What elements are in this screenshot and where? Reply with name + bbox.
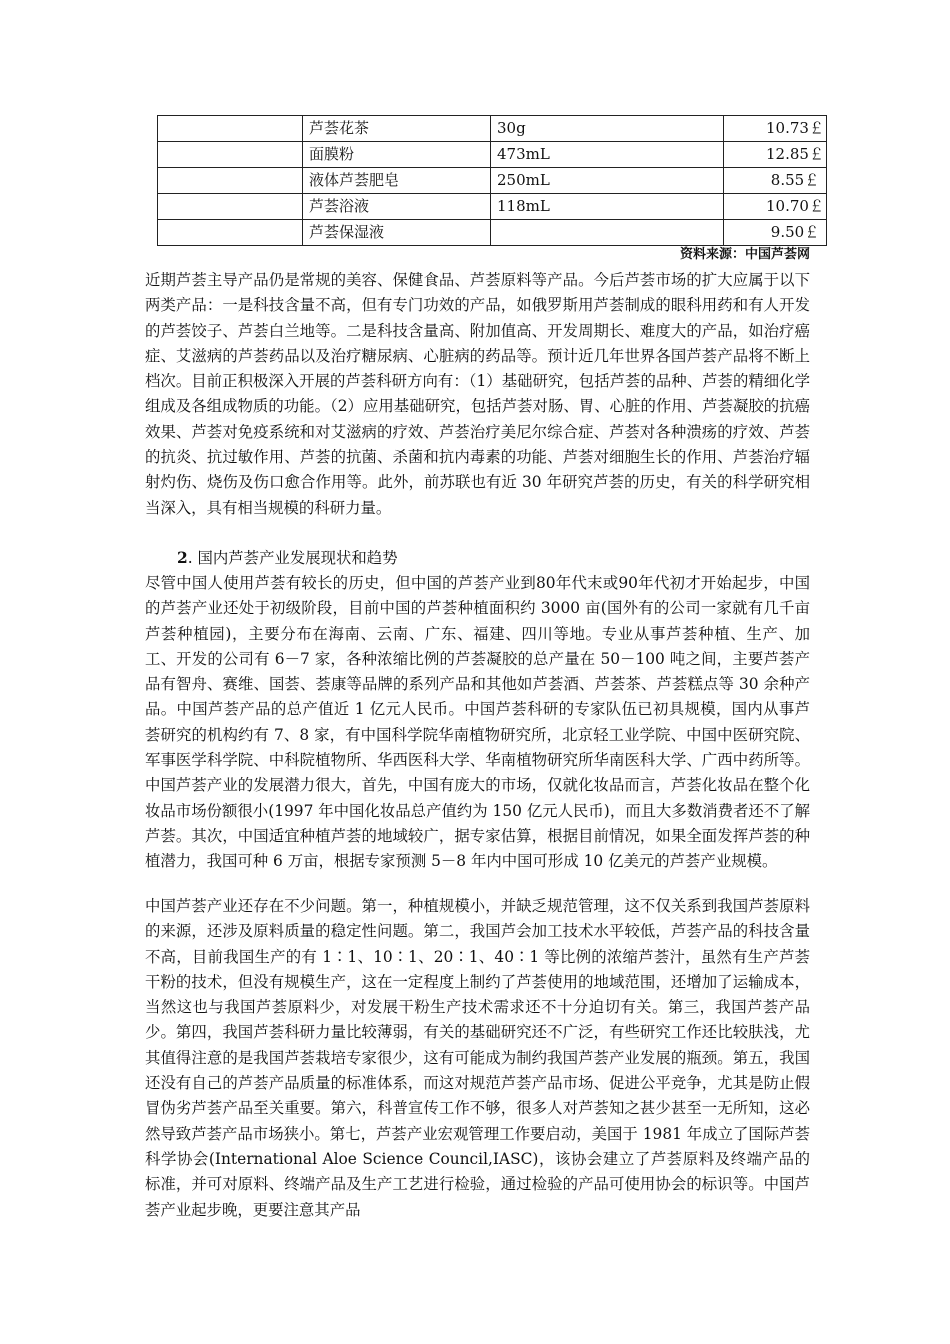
- table-row: [158, 142, 827, 168]
- product-price-cell: [724, 116, 827, 142]
- product-price-table: [157, 115, 827, 246]
- table-cell-blank: [158, 142, 303, 168]
- table-row: [158, 220, 827, 246]
- product-spec-cell: 473mL: [491, 142, 724, 168]
- table-row: [158, 116, 827, 142]
- table-cell-blank: [158, 168, 303, 194]
- product-spec-cell: [491, 220, 724, 246]
- product-price-text: 9.50￡: [770, 223, 820, 241]
- product-name-cell: 液体芦荟肥皂: [303, 168, 491, 194]
- product-price-text: 10.73￡: [766, 119, 824, 137]
- product-price-cell: [724, 142, 827, 168]
- product-price-cell: [724, 168, 827, 194]
- product-spec-cell: 250mL: [491, 168, 724, 194]
- product-price-cell: [724, 194, 827, 220]
- table-source-note: 资料来源：中国芦荟网: [679, 247, 810, 262]
- table-row: [158, 168, 827, 194]
- table-cell-blank: [158, 194, 303, 220]
- table-cell-blank: [158, 116, 303, 142]
- section-heading-number: 2: [177, 549, 188, 567]
- product-price-cell: [724, 220, 827, 246]
- product-spec-cell: 30g: [491, 116, 724, 142]
- product-price-text: 8.55￡: [770, 171, 820, 189]
- table-row: [158, 194, 827, 220]
- product-name-cell: 芦荟花茶: [303, 116, 491, 142]
- product-price-text: 12.85￡: [766, 145, 824, 163]
- product-name-cell: 面膜粉: [303, 142, 491, 168]
- product-name-cell: 芦荟浴液: [303, 194, 491, 220]
- product-price-text: 10.70￡: [766, 197, 824, 215]
- table-cell-blank: [158, 220, 303, 246]
- section-heading: [177, 546, 398, 571]
- paragraph-domestic-status: 尽管中国人使用芦荟有较长的历史，但中国的芦荟产业到80年代末或90年代初才开始起步，中国的芦荟产业还处于初级阶段，目前中国的芦荟种植面积约 3000 亩(国外有的公司一家就有几千亩芦荟种植园)，主要分布在海南、云南、广东、福建、四川等地。专业从事芦荟种植、生产、加工、开发的公司有 6－7 家，各种浓缩比例的芦荟凝胶的总产量在 50－100 吨之间，主要芦荟产品有智舟、赛维、国荟、荟康等品牌的系列产品和其他如芦荟酒、芦荟茶、芦荟糕点等 30 余种产品。中国芦荟产品的总产值近 1 亿元人民币。中国芦荟科研的专家队伍已初具规模，国内从事芦荟研究的机构约有 7、8 家，有中国科学院华南植物研究所，北京轻工业学院、中国中医研究院、军事医学科学院、中科院植物所、华西医科大学、华南植物研究所华南医科大学、广西中药所等。中国芦荟产业的发展潜力很大，首先，中国有庞大的市场，仅就化妆品而言，芦荟化妆品在整个化妆品市场份额很小(1997 年中国化妆品总产值约为 150 亿元人民币)，而且大多数消费者还不了解芦荟。其次，中国适宜种植芦荟的地域较广，据专家估算，根据目前情况，如果全面发挥芦荟的种植潜力，我国可种 6 万亩，根据专家预测 5－8 年内中国可形成 10 亿美元的芦荟产业规模。: [145, 574, 810, 871]
- paragraph-domestic-problems: 中国芦荟产业还存在不少问题。第一，种植规模小，并缺乏规范管理，这不仅关系到我国芦荟原料的来源，还涉及原料质量的稳定性问题。第二，我国芦会加工技术水平较低，芦荟产品的科技含量不高，目前我国生产的有 1∶1、10∶1、20∶1、40∶1 等比例的浓缩芦荟汁，虽然有生产芦荟干粉的技术，但没有规模生产，这在一定程度上制约了芦荟使用的地域范围，还增加了运输成本，当然这也与我国芦荟原料少，对发展干粉生产技术需求还不十分迫切有关。第三，我国芦荟产品少。第四，我国芦荟科研力量比较薄弱，有关的基础研究还不广泛，有些研究工作还比较肤浅，尤其值得注意的是我国芦荟栽培专家很少，这有可能成为制约我国芦荟产业发展的瓶颈。第五，我国还没有自己的芦荟产品质量的标准体系，而这对规范芦荟产品市场、促进公平竞争，尤其是防止假冒伪劣芦荟产品至关重要。第六，科普宣传工作不够，很多人对芦荟知之甚少甚至一无所知，这必然导致芦荟产品市场狭小。第七，芦荟产业宏观管理工作要启动，美国于 1981 年成立了国际芦荟科学协会(International Aloe Science Council,IASC)，该协会建立了芦荟原料及终端产品的标准，并可对原料、终端产品及生产工艺进行检验，通过检验的产品可使用协会的标识等。中国芦荟产业起步晚，更要注意其产品: [145, 897, 810, 1219]
- paragraph-market-trends: 近期芦荟主导产品仍是常规的美容、保健食品、芦荟原料等产品。今后芦荟市场的扩大应属于以下两类产品：一是科技含量不高，但有专门功效的产品，如俄罗斯用芦荟制成的眼科用药和有人开发的芦荟饺子、芦荟白兰地等。二是科技含量高、附加值高、开发周期长、难度大的产品，如治疗癌症、艾滋病的芦荟药品以及治疗糖尿病、心脏病的药品等。预计近几年世界各国芦荟产品将不断上档次。目前正积极深入开展的芦荟科研方向有：（1）基础研究，包括芦荟的品种、芦荟的精细化学组成及各组成物质的功能。（2）应用基础研究，包括芦荟对肠、胃、心脏的作用、芦荟凝胶的抗癌效果、芦荟对免疫系统和对艾滋病的疗效、芦荟治疗美尼尔综合症、芦荟对各种溃疡的疗效、芦荟的抗炎、抗过敏作用、芦荟的抗菌、杀菌和抗内毒素的功能、芦荟对细胞生长的作用、芦荟治疗辐射灼伤、烧伤及伤口愈合作用等。此外，前苏联也有近 30 年研究芦荟的历史，有关的科学研究相当深入，具有相当规模的科研力量。: [145, 271, 810, 517]
- product-name-cell: 芦荟保湿液: [303, 220, 491, 246]
- product-spec-cell: 118mL: [491, 194, 724, 220]
- section-heading-text: . 国内芦荟产业发展现状和趋势: [187, 549, 398, 567]
